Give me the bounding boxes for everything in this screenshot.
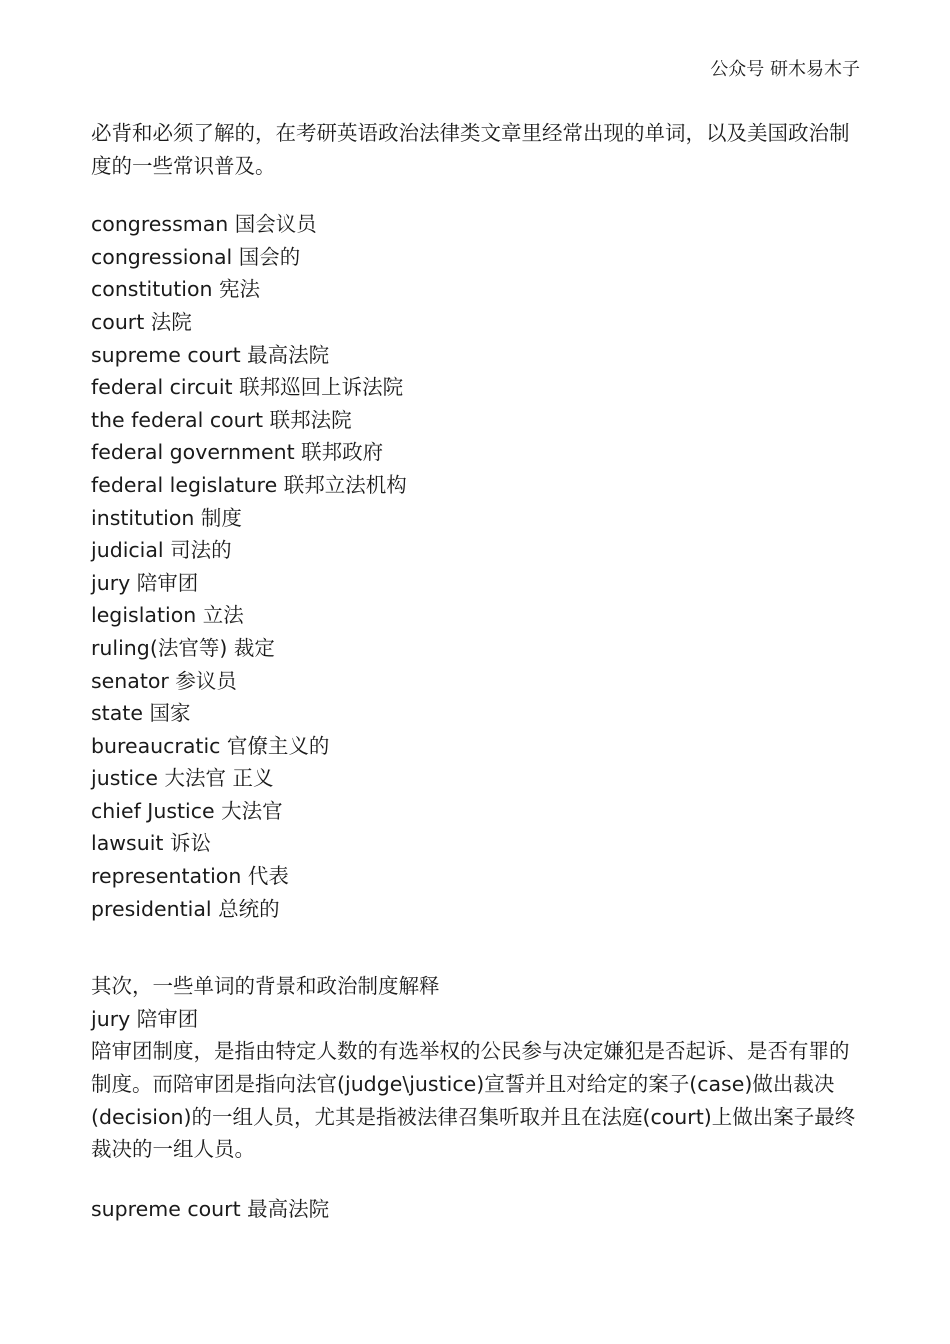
vocab-item: jury 陪审团 <box>91 570 199 595</box>
document-body <box>91 117 861 1225</box>
vocab-item: the federal court 联邦法院 <box>91 407 352 432</box>
vocab-item: bureaucratic 官僚主义的 <box>91 733 330 758</box>
vocab-item: state 国家 <box>91 701 191 726</box>
section-heading: 其次，一些单词的背景和政治制度解释 <box>91 974 440 999</box>
term-supreme-court: supreme court 最高法院 <box>91 1196 330 1221</box>
vocab-item: chief Justice 大法官 <box>91 798 283 823</box>
vocab-item: senator 参议员 <box>91 668 237 693</box>
vocab-item: court 法院 <box>91 309 192 334</box>
term-jury: jury 陪审团 <box>91 1006 199 1031</box>
header-account: 公众号 研木易木子 <box>710 59 860 80</box>
vocab-item: federal legislature 联邦立法机构 <box>91 472 407 497</box>
spacer <box>91 1166 861 1193</box>
vocab-item: representation 代表 <box>91 864 289 889</box>
jury-description: 陪审团制度，是指由特定人数的有选举权的公民参与决定嫌犯是否起诉、是否有罪的制度。而陪审团是指向法官(judge\justice)宣誓并且对给定的案子(case)做出裁决(decision)的一组人员，尤其是指被法律召集听取并且在法庭(court)上做出案子最终裁决的一组人员。 <box>91 1039 856 1162</box>
vocab-item: congressman 国会议员 <box>91 212 317 237</box>
vocab-item: supreme court 最高法院 <box>91 342 330 367</box>
vocab-item: institution 制度 <box>91 505 242 530</box>
intro-paragraph: 必背和必须了解的，在考研英语政治法律类文章里经常出现的单词，以及美国政治制度的一些常识普及。 <box>91 121 850 178</box>
vocab-list <box>91 208 861 925</box>
vocab-item: congressional 国会的 <box>91 244 301 269</box>
vocab-item: presidential 总统的 <box>91 896 280 921</box>
vocab-item: lawsuit 诉讼 <box>91 831 211 856</box>
vocab-item: justice 大法官 正义 <box>91 766 274 791</box>
spacer <box>91 182 861 208</box>
vocab-item: legislation 立法 <box>91 603 244 628</box>
vocab-item: federal circuit 联邦巡回上诉法院 <box>91 375 404 400</box>
vocab-item: ruling(法官等) 裁定 <box>91 635 275 660</box>
vocab-item: federal government 联邦政府 <box>91 440 384 465</box>
vocab-item: judicial 司法的 <box>91 538 232 563</box>
spacer <box>91 925 861 970</box>
vocab-item: constitution 宪法 <box>91 277 261 302</box>
